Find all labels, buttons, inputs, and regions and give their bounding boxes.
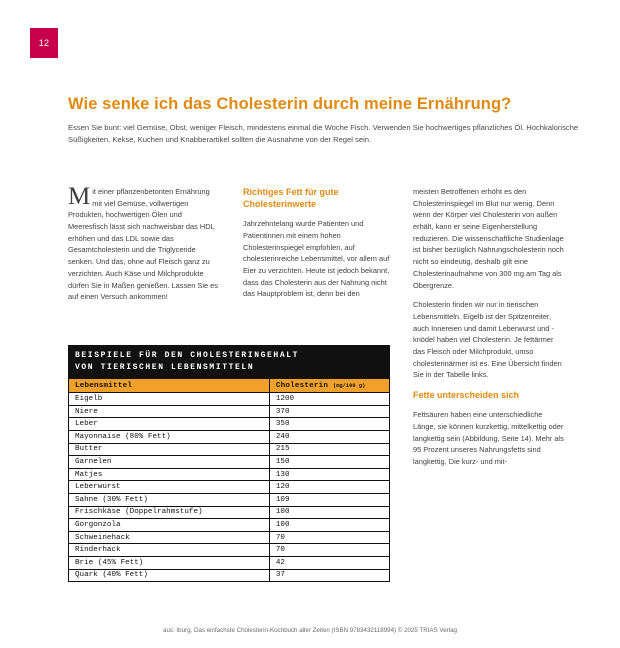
text-column-3 — [413, 186, 565, 476]
cell-food: Matjes — [69, 468, 270, 481]
cell-cholesterol-value: 215 — [269, 443, 389, 456]
cell-food: Niere — [69, 405, 270, 418]
cell-cholesterol-value: 130 — [269, 468, 389, 481]
cell-food: Mayonnaise (80% Fett) — [69, 430, 270, 443]
cell-food: Brie (45% Fett) — [69, 556, 270, 569]
table-row — [69, 468, 390, 481]
table-row — [69, 556, 390, 569]
table-row — [69, 493, 390, 506]
cell-cholesterol-value: 120 — [269, 481, 389, 494]
cell-cholesterol-value: 70 — [269, 544, 389, 557]
column3-paragraph-3: Fettsäuren haben eine unterschiedliche Länge, sie können kurzkettig, mittelkettig oder langkettig sein (Abbildung, Seite 14). Mehr als 95 Prozent unseres Nahrungsfetts sind langkettig. Die kurz- und mit- — [413, 410, 564, 466]
table-element — [68, 378, 390, 582]
cell-food: Leber — [69, 418, 270, 431]
cell-cholesterol-value: 109 — [269, 493, 389, 506]
cell-cholesterol-value: 100 — [269, 519, 389, 532]
cell-cholesterol-value: 100 — [269, 506, 389, 519]
column2-subheading: Richtiges Fett für gute Cholesterinwerte — [243, 187, 339, 210]
table-row — [69, 393, 390, 406]
cell-cholesterol-value: 150 — [269, 456, 389, 469]
cell-cholesterol-value: 240 — [269, 430, 389, 443]
column1-paragraph-text: it einer pflanzenbetonten Ernährung mit viel Gemüse, vollwertigen Produkten, hochwertigen Ölen und Meeresfisch lässt sich nachweisbar das HDL erhöhen und das LDL sowie das Gesamtcholesterin und die Triglyceride senken. Und das, ohne auf Fleisch ganz zu verzichten. Auch Käse und Milchprodukte dürfen Sie in Maßen genießen. Lassen Sie es auf einen Versuch ankommen! — [68, 187, 218, 302]
text-column-1 — [68, 183, 220, 311]
table-row — [69, 418, 390, 431]
page-number-badge: 12 — [30, 28, 58, 58]
table-header-food: Lebensmittel — [69, 379, 270, 393]
table-row — [69, 405, 390, 418]
text-column-2 — [243, 186, 393, 308]
cell-cholesterol-value: 1200 — [269, 393, 389, 406]
table-banner-line2: VON TIERISCHEN LEBENSMITTELN — [75, 362, 255, 372]
column3-paragraph-1: meisten Betroffenen erhöht es den Cholesterinspiegel im Blut nur wenig. Denn wenn der Körper viel Cholesterin von außen erhält, kann er seine Eigenherstellung reduzieren. Die wissenschaftliche Studienlage ist bisher bezüglich Nahrungscholesterin noch nicht so eindeutig, deshalb gilt eine Cholesterinaufnahme von 300 mg am Tag als Obergrenze. — [413, 187, 564, 290]
column2-paragraph: Jahrzehntelang wurde Patienten und Patientinnen mit einem hohen Cholesterinspiegel empfohlen, auf cholesterinreiche Lebensmittel, vor allem auf Eier zu verzichten. Heute ist jedoch bekannt, dass das Cholesterin aus der Nahrung nicht das Hauptproblem ist, denn bei den — [243, 219, 390, 299]
page-title: Wie senke ich das Cholesterin durch meine Ernährung? — [68, 95, 512, 114]
table-row — [69, 519, 390, 532]
lead-paragraph: Essen Sie bunt: viel Gemüse, Obst, weniger Fleisch, mindestens einmal die Woche Fisch. Verwenden Sie hochwertiges pflanzliches Öl. Hochkalorische Süßigkeiten, Kekse, Kuchen und Knabberartikel sollten die Ausnahme von der Regel sein. — [68, 123, 579, 144]
column1-paragraph — [68, 183, 220, 303]
table-row — [69, 456, 390, 469]
table-row — [69, 481, 390, 494]
cholesterol-table — [68, 345, 390, 582]
cell-food: Sahne (30% Fett) — [69, 493, 270, 506]
cell-food: Schweinehack — [69, 531, 270, 544]
cell-food: Frischkäse (Doppelrahmstufe) — [69, 506, 270, 519]
table-row — [69, 430, 390, 443]
cell-food: Leberwurst — [69, 481, 270, 494]
cell-cholesterol-value: 70 — [269, 531, 389, 544]
cell-food: Garnelen — [69, 456, 270, 469]
table-header-value-label: Cholesterin — [275, 381, 329, 390]
table-row — [69, 531, 390, 544]
footer-credit: aus: Iburg, Das einfachste Cholesterin-Kochbuch aller Zeiten (ISBN 9783432118994) © 2025 TRIAS Verlag — [163, 627, 457, 634]
table-header-row — [69, 379, 390, 393]
table-row — [69, 506, 390, 519]
table-row — [69, 544, 390, 557]
cell-cholesterol-value: 42 — [269, 556, 389, 569]
cell-food: Quark (40% Fett) — [69, 569, 270, 582]
table-row — [69, 569, 390, 582]
cell-food: Rinderhack — [69, 544, 270, 557]
column3-paragraph-2: Cholesterin finden wir nur in tierischen Lebensmitteln. Eigelb ist der Spitzenreiter, auch Innereien und damit Leberwurst und -knödel haben viel Cholesterin. Je fettärmer das Fleisch oder Milchprodukt, umso cholesterinärmer ist es. Eine Übersicht finden Sie in der Tabelle links. — [413, 300, 562, 380]
column3-subheading: Fette unterscheiden sich — [413, 390, 520, 400]
cell-cholesterol-value: 370 — [269, 405, 389, 418]
cell-food: Butter — [69, 443, 270, 456]
cell-cholesterol-value: 37 — [269, 569, 389, 582]
table-header-value-unit: (mg/100 g) — [332, 382, 366, 389]
table-header-value — [269, 379, 389, 393]
cell-food: Eigelb — [69, 393, 270, 406]
table-banner-line1: BEISPIELE FÜR DEN CHOLESTERINGEHALT — [75, 351, 300, 360]
table-row — [69, 443, 390, 456]
table-banner — [68, 345, 390, 378]
table-body — [69, 393, 390, 582]
cell-food: Gorgonzola — [69, 519, 270, 532]
drop-cap: M — [68, 183, 91, 210]
cell-cholesterol-value: 350 — [269, 418, 389, 431]
